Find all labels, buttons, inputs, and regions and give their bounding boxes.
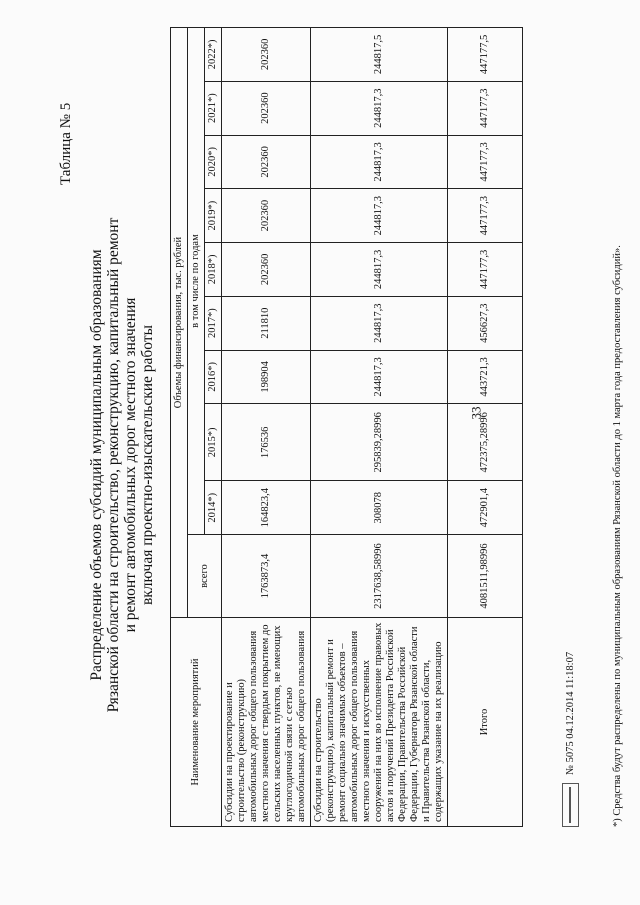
year-header: 2020*) [205, 135, 222, 189]
document-heading [88, 145, 156, 785]
row-name: Итого [448, 618, 523, 827]
heading-line: включая проектно-изыскательские работы [139, 324, 156, 606]
year-header: 2019*) [205, 189, 222, 243]
year-header: 2015*) [205, 404, 222, 481]
row-value: 447177,3 [448, 135, 523, 189]
table-label: Таблица № 5 [58, 102, 74, 185]
consultant-logo-icon [562, 783, 579, 827]
row-value: 244817,3 [311, 81, 448, 135]
row-value: 244817,3 [311, 296, 448, 350]
column-header-name: Наименование мероприятий [171, 618, 222, 827]
row-value: 202360 [222, 243, 311, 297]
row-value: 244817,3 [311, 243, 448, 297]
by-year-header: в том числе по годам [188, 28, 205, 535]
heading-line: Рязанской области на строительство, реконструкцию, капитальный ремонт [105, 217, 122, 713]
row-value: 176536 [222, 404, 311, 481]
heading-line: и ремонт автомобильных дорог местного значения [122, 297, 139, 633]
row-value: 211810 [222, 296, 311, 350]
table-row [222, 28, 311, 827]
subsidy-table [170, 27, 523, 827]
row-value: 447177,5 [448, 28, 523, 82]
row-name: Субсидии на строительство (реконструкцию), капитальный ремонт и ремонт социально значимых объектов – автомобильных дорог общего пользования местного значения и искусственных сооружений на них во исполнение правовых актов и поручений Президента Российской Федерации, Правительства Российской Федерации, Губернатора Рязанской области и Правительства Рязанской области, содержащих указание на их реализацию [311, 618, 448, 827]
row-value: 244817,3 [311, 135, 448, 189]
row-value: 244817,5 [311, 28, 448, 82]
row-value: 472901,4 [448, 481, 523, 535]
row-value: 456627,3 [448, 296, 523, 350]
row-value: 447177,3 [448, 81, 523, 135]
row-value: 164823,4 [222, 481, 311, 535]
year-header: 2016*) [205, 350, 222, 404]
row-value: 443721,3 [448, 350, 523, 404]
year-header: 2022*) [205, 28, 222, 82]
year-header: 2017*) [205, 296, 222, 350]
row-value: 472375,28996 [448, 404, 523, 481]
row-total: 1763873,4 [222, 535, 311, 618]
heading-line: Распределение объемов субсидий муниципальным образованиям [88, 249, 105, 681]
funding-header: Объемы финансирования, тыс. рублей [171, 28, 188, 618]
row-value: 447177,3 [448, 189, 523, 243]
row-total: 2317638,58996 [311, 535, 448, 618]
year-header: 2021*) [205, 81, 222, 135]
row-value: 447177,3 [448, 243, 523, 297]
table-row [311, 28, 448, 827]
row-value: 244817,3 [311, 350, 448, 404]
year-header: 2014*) [205, 481, 222, 535]
row-value: 244817,3 [311, 189, 448, 243]
row-value: 202360 [222, 189, 311, 243]
row-value: 202360 [222, 28, 311, 82]
row-total: 4081511,98996 [448, 535, 523, 618]
year-header: 2018*) [205, 243, 222, 297]
footnote: *) Средства будут распределены по муниципальным образованиям Рязанской области до 1 марта года предоставления субсидий». [612, 245, 623, 827]
row-value: 295839,28996 [311, 404, 448, 481]
footer-stamp-text: № 5075 04.12.2014 11:18:07 [565, 651, 576, 775]
row-value: 308078 [311, 481, 448, 535]
total-header: всего [188, 535, 222, 618]
row-value: 202360 [222, 135, 311, 189]
row-value: 198904 [222, 350, 311, 404]
page-number: 33 [468, 406, 484, 420]
row-value: 202360 [222, 81, 311, 135]
table-row-total [448, 28, 523, 827]
row-name: Субсидии на проектирование и строительство (реконструкцию) автомобильных дорог общего пользования местного значения с твердым покрытием до сельских населенных пунктов, не имеющих круглогодичной связи с сетью автомобильных дорог общего пользования [222, 618, 311, 827]
footer-stamp [562, 652, 579, 827]
